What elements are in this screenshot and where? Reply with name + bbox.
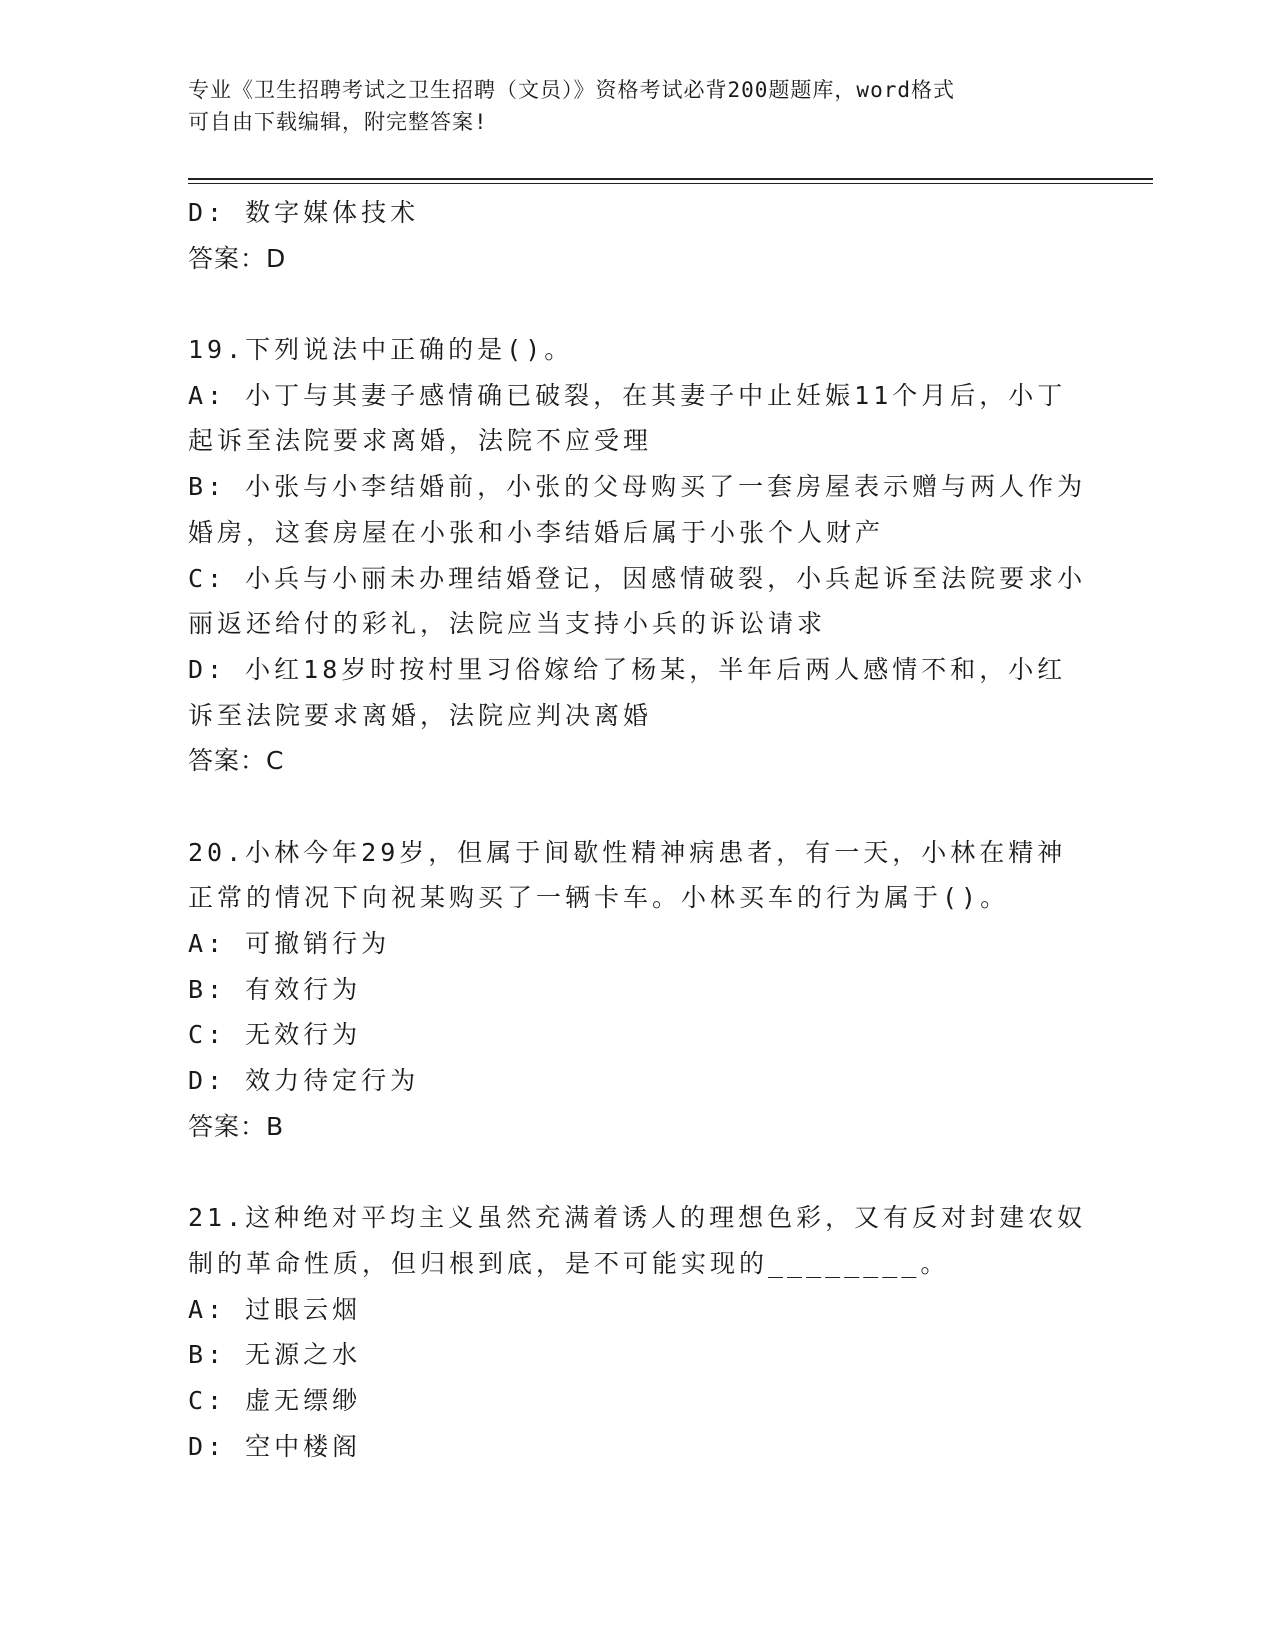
question-19-option-c-line-2: 丽返还给付的彩礼，法院应当支持小兵的诉讼请求 [188,609,827,639]
question-20-answer: 答案：B [188,1111,285,1141]
question-19-stem: 19.下列说法中正确的是()。 [188,335,574,365]
question-20-stem-line-1: 20.小林今年29岁，但属于间歇性精神病患者，有一天，小林在精神 [188,837,1067,867]
question-20-option-b: B: 有效行为 [188,974,362,1004]
question-21-option-d: D: 空中楼阁 [188,1431,362,1461]
spacer [188,784,1088,830]
question-21-option-c: C: 虚无缥缈 [188,1385,362,1415]
document-header [188,74,1088,138]
question-19-option-d-line-1: D: 小红18岁时按村里习俗嫁给了杨某，半年后两人感情不和，小红 [188,654,1067,684]
question-18-option-d: D: 数字媒体技术 [188,198,420,227]
question-20-option-d: D: 效力待定行为 [188,1066,420,1096]
question-20-option-a: A: 可撤销行为 [188,929,391,958]
spacer [188,281,1088,327]
question-21-stem-line-2: 制的革命性质，但归根到底，是不可能实现的________。 [188,1248,950,1278]
question-18-tail [188,190,1088,281]
question-21-option-b: B: 无源之水 [188,1340,362,1370]
header-divider [188,178,1153,184]
question-19-option-a-line-2: 起诉至法院要求离婚，法院不应受理 [188,426,653,456]
question-content [188,190,1088,1469]
question-19-answer: 答案：C [188,746,285,776]
question-20 [188,830,1088,1150]
question-19-option-c-line-1: C: 小兵与小丽未办理结婚登记，因感情破裂，小兵起诉至法院要求小 [188,563,1087,593]
question-21 [188,1195,1088,1469]
question-20-option-c: C: 无效行为 [188,1020,362,1050]
question-19-option-a-line-1: A: 小丁与其妻子感情确已破裂，在其妻子中止妊娠11个月后，小丁 [188,380,1067,410]
spacer [188,1149,1088,1195]
question-19-option-b-line-2: 婚房，这套房屋在小张和小李结婚后属于小张个人财产 [188,517,885,547]
question-20-stem-line-2: 正常的情况下向祝某购买了一辆卡车。小林买车的行为属于()。 [188,883,1010,913]
question-21-stem-line-1: 21.这种绝对平均主义虽然充满着诱人的理想色彩，又有反对封建农奴 [188,1203,1087,1233]
question-19-option-b-line-1: B: 小张与小李结婚前，小张的父母购买了一套房屋表示赠与两人作为 [188,472,1087,502]
question-18-answer: 答案：D [188,243,287,273]
question-21-option-a: A: 过眼云烟 [188,1294,362,1324]
header-title-line-2: 可自由下载编辑，附完整答案! [188,110,488,134]
header-title-line-1: 专业《卫生招聘考试之卫生招聘（文员）》资格考试必背200题题库，word格式 [188,78,955,102]
question-19 [188,327,1088,784]
question-19-option-d-line-2: 诉至法院要求离婚，法院应判决离婚 [188,700,653,730]
